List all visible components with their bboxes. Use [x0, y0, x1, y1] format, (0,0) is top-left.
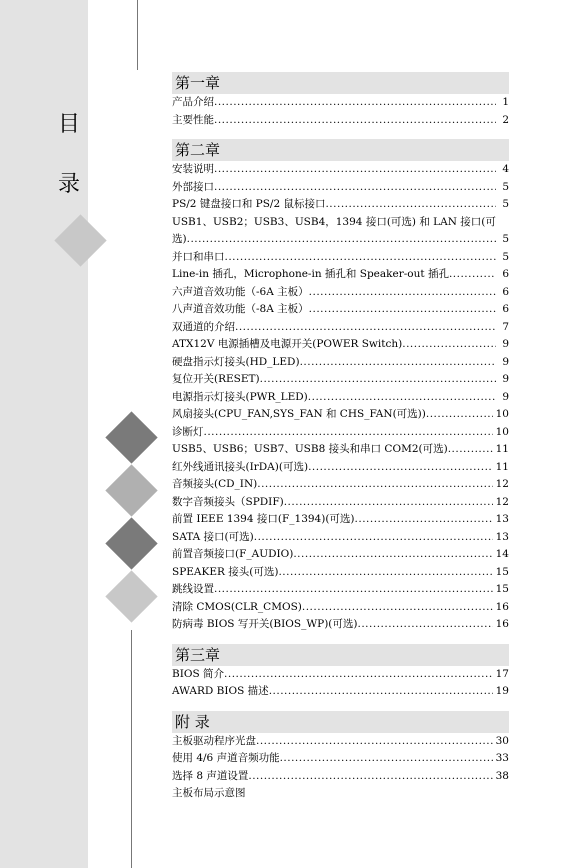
- chapter-heading: 第二章: [172, 139, 509, 161]
- leader-dots: [224, 666, 493, 684]
- toc-entry-page: 12: [495, 495, 509, 508]
- toc-entry[interactable]: [172, 750, 509, 768]
- toc-entry-label: 数字音频接头（SPDIF): [172, 495, 284, 508]
- chapter-heading: 第一章: [172, 72, 509, 94]
- toc-entry[interactable]: [172, 336, 509, 354]
- toc-entry-label: 跳线设置: [172, 583, 214, 595]
- toc-entry-label: 复位开关(RESET): [172, 373, 260, 385]
- toc-entry[interactable]: [172, 196, 509, 214]
- leader-dots: [257, 476, 492, 494]
- toc-entry-page: 9: [502, 338, 509, 350]
- toc-entry-label: 八声道音效功能（-8A 主板）: [172, 303, 309, 315]
- leader-dots: [204, 424, 493, 442]
- toc-entry[interactable]: [172, 94, 509, 112]
- toc-entry-label: USB1、USB2；USB3、USB4，1394 接口(可选) 和 LAN 接口(可: [172, 215, 496, 228]
- toc-entry-label: 产品介绍: [172, 96, 214, 108]
- toc-entry-page: 13: [495, 513, 509, 525]
- leader-dots: [269, 683, 493, 701]
- leader-dots: [300, 354, 496, 372]
- toc-entry-label: 诊断灯: [172, 425, 204, 438]
- toc-entry-page: 12: [495, 478, 509, 490]
- toc-entry-page: 33: [495, 752, 509, 764]
- leader-dots: [284, 494, 493, 512]
- toc-entry-page: 4: [502, 163, 509, 175]
- leader-dots: [449, 266, 496, 284]
- toc-entry-page: 6: [502, 285, 509, 298]
- leader-dots: [214, 94, 496, 112]
- toc-entry-label: 六声道音效功能（-6A 主板）: [172, 285, 309, 298]
- toc-entry-label: 电源指示灯接头(PWR_LED): [172, 390, 308, 403]
- toc-entry-label: 防病毒 BIOS 写开关(BIOS_WP)(可选): [172, 618, 358, 630]
- toc-entry-page: 13: [495, 530, 509, 543]
- leader-dots: [214, 581, 493, 599]
- chapter-heading: 附 录: [172, 711, 509, 733]
- toc-entry-page: 10: [495, 425, 509, 438]
- toc-entry-page: 9: [502, 355, 509, 368]
- toc-entry-label: 风扇接头(CPU_FAN,SYS_FAN 和 CHS_FAN(可选)): [172, 408, 426, 420]
- toc-entry-page: 1: [502, 96, 509, 108]
- toc-entry[interactable]: [172, 406, 509, 424]
- leader-dots: [402, 336, 496, 354]
- toc-entry[interactable]: [172, 494, 509, 512]
- toc-entry[interactable]: [172, 319, 509, 337]
- toc-entry[interactable]: [172, 112, 509, 130]
- toc-entry-label: 安装说明: [172, 163, 214, 175]
- toc-entry-page: 5: [502, 233, 509, 245]
- toc-heading-char-1: 目: [58, 112, 81, 137]
- toc-entry-page: [246, 785, 259, 803]
- toc-entry-page: 11: [495, 460, 509, 473]
- toc-entry[interactable]: [172, 616, 509, 634]
- toc-entry-label: SPEAKER 接头(可选): [172, 565, 279, 578]
- toc-entry-page: 19: [495, 685, 509, 697]
- leader-dots: [309, 284, 496, 302]
- leader-dots: [293, 546, 492, 564]
- leader-dots: [235, 319, 496, 337]
- leader-dots: [448, 441, 493, 459]
- leader-dots: [225, 249, 497, 267]
- toc-entry[interactable]: [172, 249, 509, 267]
- toc-entry-page: 7: [502, 320, 509, 333]
- leader-dots: [308, 459, 493, 477]
- toc-heading-char-2: 录: [58, 172, 81, 197]
- toc-entry-label: 主板布局示意图: [172, 787, 246, 799]
- toc-entry[interactable]: [172, 389, 509, 407]
- leader-dots: [308, 389, 496, 407]
- toc-entry-label: 红外线通讯接头(IrDA)(可选): [172, 460, 309, 473]
- toc-entry[interactable]: [172, 785, 509, 803]
- decorative-diamond: [105, 570, 157, 622]
- toc-entry[interactable]: [172, 214, 509, 249]
- toc-entry[interactable]: [172, 424, 509, 442]
- toc-entry-page: 14: [495, 548, 509, 560]
- toc-entry-label: 使用 4/6 声道音频功能: [172, 752, 280, 764]
- toc-entry-label: AWARD BIOS 描述: [172, 685, 269, 697]
- leader-dots: [214, 161, 496, 179]
- leader-dots: [260, 371, 496, 389]
- toc-entry[interactable]: [172, 599, 509, 617]
- toc-entry-page: 9: [502, 390, 509, 403]
- toc-entry-page: 11: [495, 443, 509, 455]
- toc-entry-page: 30: [495, 734, 509, 747]
- toc-entry-label: 硬盘指示灯接头(HD_LED): [172, 355, 300, 368]
- toc-entry-label: 主板驱动程序光盘: [172, 734, 256, 747]
- vertical-rule-bottom: [131, 630, 132, 868]
- toc-entry[interactable]: [172, 768, 509, 786]
- toc-entry-label: 音频接头(CD_IN): [172, 478, 258, 490]
- leader-dots: [355, 511, 493, 529]
- toc-entry-page: 15: [495, 565, 509, 578]
- toc-entry-label-continued: 选): [172, 233, 187, 245]
- leader-dots: [309, 301, 496, 319]
- toc-entry-page: 17: [495, 667, 509, 680]
- decorative-diamond: [105, 464, 157, 516]
- toc-entry[interactable]: [172, 284, 509, 302]
- toc-entry-page: 15: [495, 583, 509, 595]
- toc-entry-label: 清除 CMOS(CLR_CMOS): [172, 600, 302, 613]
- toc-entry-label: BIOS 简介: [172, 667, 225, 680]
- toc-entry-page: 2: [502, 113, 509, 126]
- decorative-diamond: [105, 411, 157, 463]
- leader-dots: [302, 599, 493, 617]
- toc-entry[interactable]: [172, 354, 509, 372]
- toc-entry-page: 5: [502, 198, 509, 210]
- leader-dots: [214, 179, 496, 197]
- toc-entry[interactable]: [172, 666, 509, 684]
- toc-entry-label: 双通道的介绍: [172, 320, 235, 333]
- toc-entry-label: 前置 IEEE 1394 接口(F_1394)(可选): [172, 513, 355, 525]
- toc-entry-label: Line-in 插孔，Microphone-in 插孔和 Speaker-out 插孔: [172, 268, 449, 280]
- toc-entry-label: ATX12V 电源插槽及电源开关(POWER Switch): [172, 338, 403, 350]
- toc-entry[interactable]: [172, 476, 509, 494]
- leader-dots: [280, 750, 493, 768]
- toc-entry[interactable]: [172, 459, 509, 477]
- toc-entry[interactable]: [172, 266, 509, 284]
- toc-entry-label: 前置音频接口(F_AUDIO): [172, 548, 294, 560]
- toc-entry[interactable]: [172, 683, 509, 701]
- toc-entry-page: 5: [502, 180, 509, 193]
- table-of-contents: [172, 72, 509, 803]
- toc-entry[interactable]: [172, 546, 509, 564]
- chapter-heading: 第三章: [172, 644, 509, 666]
- toc-entry-label: 外部接口: [172, 180, 214, 193]
- toc-entry-page: 6: [502, 268, 509, 280]
- vertical-rule-top: [137, 0, 138, 70]
- toc-entry[interactable]: [172, 511, 509, 529]
- toc-entry[interactable]: [172, 564, 509, 582]
- toc-entry-label: PS/2 键盘接口和 PS/2 鼠标接口: [172, 198, 326, 210]
- toc-entry-label: SATA 接口(可选): [172, 530, 254, 543]
- toc-entry[interactable]: [172, 161, 509, 179]
- leader-dots: [426, 406, 493, 424]
- leader-dots: [187, 231, 496, 249]
- leader-dots: [325, 196, 496, 214]
- toc-entry-label: 选择 8 声道设置: [172, 769, 249, 782]
- toc-entry[interactable]: [172, 179, 509, 197]
- toc-entry[interactable]: [172, 441, 509, 459]
- toc-entry-label: USB5、USB6；USB7、USB8 接头和串口 COM2(可选): [172, 443, 448, 455]
- toc-entry-page: 6: [502, 303, 509, 315]
- leader-dots: [214, 112, 496, 130]
- toc-entry[interactable]: [172, 301, 509, 319]
- toc-entry-page: 9: [502, 373, 509, 385]
- leader-dots: [358, 616, 493, 634]
- toc-entry[interactable]: [172, 371, 509, 389]
- decorative-diamond: [105, 517, 157, 569]
- toc-entry-page: 10: [495, 408, 509, 420]
- toc-entry-page: 38: [495, 769, 509, 782]
- leader-dots: [256, 733, 493, 751]
- leader-dots: [248, 768, 492, 786]
- toc-entry-label: 并口和串口: [172, 250, 225, 263]
- toc-entry[interactable]: [172, 529, 509, 547]
- leader-dots: [278, 564, 492, 582]
- toc-entry[interactable]: [172, 733, 509, 751]
- toc-entry-page: 5: [502, 250, 509, 263]
- toc-entry-page: 16: [495, 600, 509, 613]
- leader-dots: [254, 529, 493, 547]
- toc-entry-label: 主要性能: [172, 113, 214, 126]
- toc-entry-page: 16: [495, 618, 509, 630]
- toc-entry[interactable]: [172, 581, 509, 599]
